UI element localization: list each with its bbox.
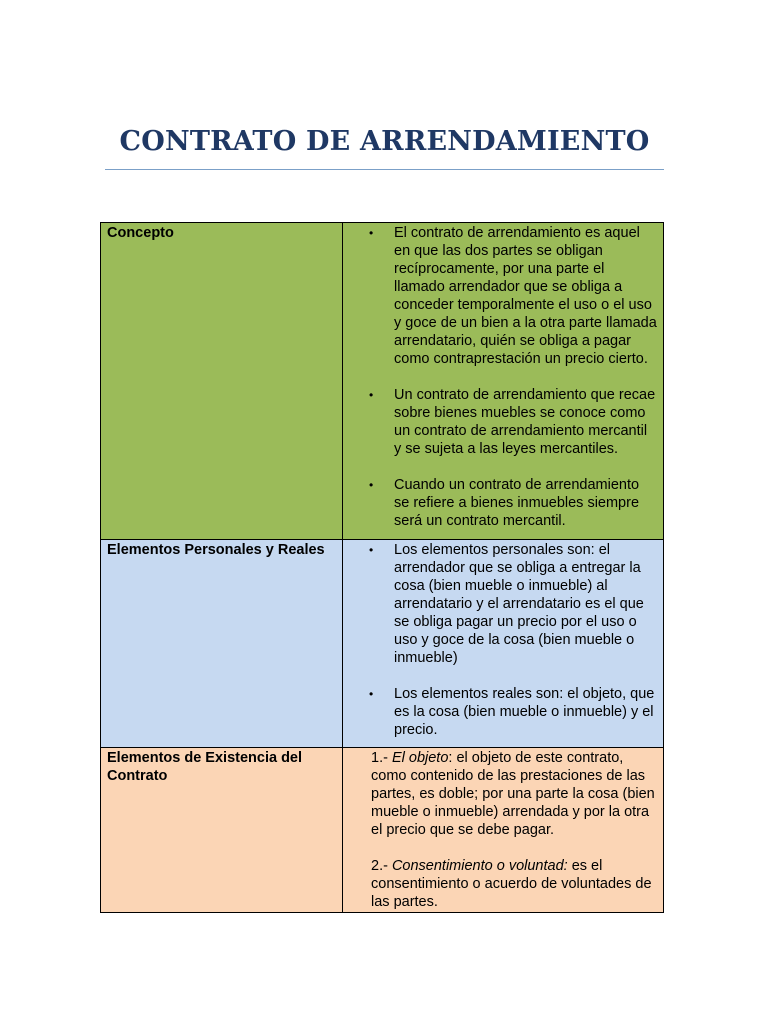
row-label-elementos-existencia: Elementos de Existencia del Contrato xyxy=(107,750,303,784)
list-item-text: Los elementos personales son: el arrendador que se obliga a entregar la cosa (bien mueble o inmueble) al arrendatario y el arrendatario es el que se obliga pagar un precio por el uso o uso y goce de la cosa (bien mueble o inmueble) xyxy=(394,542,644,666)
table-row-concepto xyxy=(101,223,664,540)
list-item xyxy=(343,386,657,458)
bullet-icon: • xyxy=(369,478,374,492)
list-item xyxy=(343,541,657,667)
item-text: es el consentimiento o acuerdo de voluntades de las partes. xyxy=(371,858,652,910)
bullet-icon: • xyxy=(369,543,374,557)
item-term: Consentimiento o voluntad: xyxy=(391,858,568,874)
list-item-text: El contrato de arrendamiento es aquel en que las dos partes se obligan recíprocamente, por una parte el llamado arrendador que se obliga a conceder temporalmente el uso o el uso y goce de un bien a la otra parte llamada arrendatario, quién se obliga a pagar como contraprestación un precio cierto. xyxy=(394,225,657,367)
list-item xyxy=(343,476,657,530)
bullet-list-concepto xyxy=(343,223,657,539)
numbered-list-existencia xyxy=(343,748,657,912)
table-row-elementos-existencia xyxy=(101,748,664,913)
bullet-icon: • xyxy=(369,226,374,240)
title-divider xyxy=(105,169,664,170)
row-label-elementos-personales: Elementos Personales y Reales xyxy=(107,542,325,558)
label-cell-concepto xyxy=(101,223,343,540)
label-cell-elementos-personales xyxy=(101,540,343,748)
item-term: El objeto xyxy=(391,750,449,766)
content-cell-elementos-existencia xyxy=(343,748,664,913)
numbered-item xyxy=(371,857,657,911)
contract-table xyxy=(100,222,664,913)
document-title: CONTRATO DE ARRENDAMIENTO xyxy=(119,126,650,157)
bullet-icon: • xyxy=(369,687,374,701)
list-item-text: Cuando un contrato de arrendamiento se refiere a bienes inmuebles siempre será un contrato mercantil. xyxy=(394,477,640,529)
label-cell-elementos-existencia xyxy=(101,748,343,913)
table-row-elementos-personales xyxy=(101,540,664,748)
content-cell-concepto xyxy=(343,223,664,540)
list-item-text: Un contrato de arrendamiento que recae sobre bienes muebles se conoce como un contrato de arrendamiento mercantil y se sujeta a las leyes mercantiles. xyxy=(394,387,656,457)
numbered-item xyxy=(371,749,657,839)
list-item xyxy=(343,685,657,739)
row-label-concepto: Concepto xyxy=(107,225,174,241)
list-item-text: Los elementos reales son: el objeto, que es la cosa (bien mueble o inmueble) y el precio. xyxy=(394,686,655,738)
item-number: 1.- xyxy=(371,750,388,766)
item-text: : el objeto de este contrato, como contenido de las prestaciones de las partes, es doble; por una parte la cosa (bien mueble o inmueble) arrendada y por la otra el precio que se debe pagar. xyxy=(371,750,655,838)
list-item xyxy=(343,224,657,368)
bullet-list-elementos-personales xyxy=(343,540,657,747)
item-number: 2.- xyxy=(371,858,388,874)
bullet-icon: • xyxy=(369,388,374,402)
content-cell-elementos-personales xyxy=(343,540,664,748)
